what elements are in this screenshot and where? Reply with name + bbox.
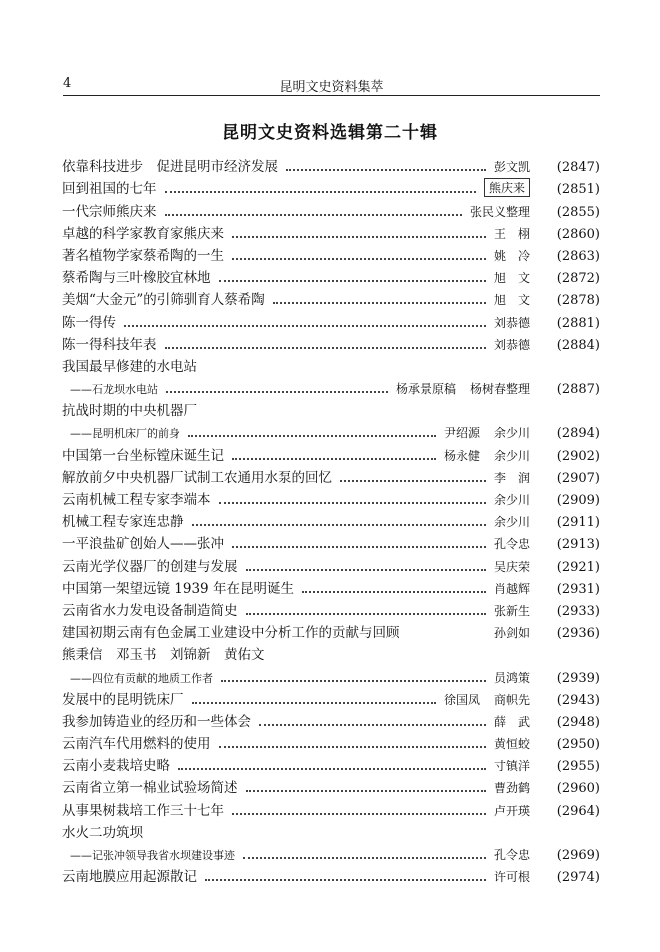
toc-entry <box>62 552 600 574</box>
entry-page: (2902) <box>556 448 600 464</box>
dot-leader <box>192 523 486 526</box>
dot-leader <box>232 545 486 548</box>
toc-entry <box>62 508 600 530</box>
entry-title: 云南省水力发电设备制造简史 <box>62 602 238 619</box>
entry-title: 机械工程专家连忠静 <box>62 514 184 531</box>
entry-title: 蔡希陶与三叶橡胶宜林地 <box>62 270 211 287</box>
entry-page: (2943) <box>556 692 600 708</box>
entry-page: (2907) <box>556 470 600 486</box>
entry-title: 陈一得传 <box>62 314 116 331</box>
dot-leader <box>205 878 486 881</box>
entry-page: (2881) <box>556 315 600 331</box>
entry-title: 美烟“大金元”的引筛驯育人蔡希陶 <box>62 292 265 309</box>
entry-title: 发展中的昆明铣床厂 <box>62 691 184 708</box>
entry-author: 徐国凤 <box>443 692 480 707</box>
entry-title: 我国最早修建的水电站 <box>62 358 197 375</box>
toc-entry <box>62 730 600 752</box>
dot-leader <box>178 767 486 770</box>
entry-page: (2964) <box>556 803 600 819</box>
entry-title: ——四位有贡献的地质工作者 <box>70 671 213 685</box>
entry-page: (2851) <box>556 182 600 198</box>
toc-entry <box>62 575 600 597</box>
entry-title: 一代宗师熊庆来 <box>62 203 157 220</box>
entry-page: (2894) <box>556 426 600 442</box>
entry-author: 余少川 <box>493 426 530 441</box>
toc-entry <box>62 264 600 286</box>
entry-page: (2960) <box>556 781 600 797</box>
dot-leader <box>165 190 476 193</box>
entry-author: 张新生 <box>493 603 530 618</box>
toc-entry <box>62 375 600 397</box>
dot-leader <box>232 235 486 238</box>
toc-entry <box>62 175 600 197</box>
entry-author: 旭 文 <box>493 271 530 286</box>
entry-page: (2969) <box>556 848 600 863</box>
entry-page: (2913) <box>556 537 600 553</box>
entry-page: (2955) <box>556 759 600 775</box>
toc-entry <box>62 819 600 841</box>
dot-leader <box>166 390 388 393</box>
toc-entry <box>62 308 600 330</box>
entry-title: 云南光学仪器厂的创建与发展 <box>62 558 238 575</box>
entry-title: 建国初期云南有色金属工业建设中分析工作的贡献与回顾 <box>62 625 400 642</box>
entry-page: (2933) <box>556 603 600 619</box>
entry-author: 余少川 <box>493 493 530 507</box>
toc-entry <box>62 197 600 219</box>
entry-author: 刘恭德 <box>493 337 530 352</box>
entry-page: (2909) <box>556 493 600 508</box>
entry-author: 余少川 <box>493 515 530 530</box>
entry-title: 中国第一台坐标镗床诞生记 <box>62 447 224 464</box>
dot-leader <box>232 257 486 260</box>
entry-author: 张民义整理 <box>469 204 530 219</box>
entry-author: 熊庆来 <box>484 178 530 197</box>
entry-page: (2931) <box>556 581 600 597</box>
table-of-contents <box>62 153 600 885</box>
dot-leader <box>286 168 486 171</box>
entry-author: 孔令忠 <box>493 848 530 862</box>
entry-page: (2948) <box>556 714 600 730</box>
entry-page: (2860) <box>556 226 600 242</box>
entry-page: (2872) <box>556 271 600 287</box>
entry-author: 肖越辉 <box>493 581 530 596</box>
entry-author: 黄恒蛟 <box>493 737 530 752</box>
dot-leader <box>165 213 462 216</box>
entry-title: 抗战时期的中央机器厂 <box>62 403 197 420</box>
book-title: 昆明文史资料集萃 <box>279 80 384 95</box>
dot-leader <box>124 324 486 327</box>
toc-entry <box>62 353 600 375</box>
toc-entry <box>62 486 600 508</box>
dot-leader <box>165 346 486 349</box>
toc-entry <box>62 663 600 685</box>
entry-author: 孔令忠 <box>493 537 530 552</box>
toc-entry <box>62 464 600 486</box>
dot-leader <box>302 590 486 593</box>
entry-title: 从事果树栽培工作三十七年 <box>62 802 224 819</box>
entry-page: (2974) <box>556 870 600 886</box>
toc-entry <box>62 597 600 619</box>
dot-leader <box>340 479 486 482</box>
entry-author: 商帜先 <box>493 692 530 707</box>
toc-entry <box>62 441 600 463</box>
dot-leader <box>273 301 486 304</box>
entry-author: 员鸿策 <box>493 670 530 685</box>
dot-leader <box>408 636 486 637</box>
entry-title: 依靠科技进步 促进昆明市经济发展 <box>62 159 278 176</box>
toc-entry <box>62 242 600 264</box>
toc-entry <box>62 153 600 175</box>
entry-title: ——昆明机床厂的前身 <box>70 427 180 441</box>
entry-title: 水火二功筑坝 <box>62 824 143 841</box>
entry-author: 彭文凯 <box>493 160 530 175</box>
entry-page: (2878) <box>556 293 600 309</box>
toc-entry <box>62 286 600 308</box>
entry-title: 解放前夕中央机器厂试制工农通用水泵的回忆 <box>62 469 332 486</box>
entry-author: 杨永健 <box>443 448 480 463</box>
entry-title: 熊秉信 邓玉书 刘锦新 黄佑文 <box>62 647 265 664</box>
toc-entry <box>62 530 600 552</box>
dot-leader <box>246 568 486 571</box>
toc-entry <box>62 796 600 818</box>
entry-author: 杨树春整理 <box>469 382 530 397</box>
entry-author: 卢开瑛 <box>493 803 530 818</box>
entry-title: 著名植物学家蔡希陶的一生 <box>62 247 224 264</box>
entry-page: (2921) <box>556 559 600 575</box>
dot-leader <box>246 612 486 615</box>
entry-page: (2950) <box>556 737 600 753</box>
entry-title: ——石龙坝水电站 <box>70 383 158 397</box>
toc-entry <box>62 419 600 441</box>
entry-author: 尹绍源 <box>443 426 480 441</box>
entry-author: 吴庆荣 <box>493 559 530 574</box>
entry-author: 余少川 <box>493 448 530 463</box>
entry-title: 云南省立第一棉业试验场简述 <box>62 780 238 797</box>
entry-title: 卓越的科学家教育家熊庆来 <box>62 225 224 242</box>
dot-leader <box>246 789 486 792</box>
entry-page: (2936) <box>556 626 600 642</box>
running-header <box>63 72 600 94</box>
entry-title: 云南汽车代用燃料的使用 <box>62 736 211 753</box>
entry-page: (2939) <box>556 670 600 686</box>
entry-author: 孙剑如 <box>493 626 530 641</box>
page-number: 4 <box>63 76 72 91</box>
toc-entry <box>62 774 600 796</box>
entry-author: 杨承景原稿 <box>395 382 456 397</box>
entry-title: 中国第一架望远镜 1939 年在昆明诞生 <box>62 580 294 597</box>
entry-title: 我参加铸造业的经历和一些体会 <box>62 713 251 730</box>
toc-entry <box>62 708 600 730</box>
dot-leader <box>243 856 486 859</box>
entry-author: 薛 武 <box>493 714 530 729</box>
toc-entry <box>62 841 600 863</box>
entry-title: 陈一得科技年表 <box>62 336 157 353</box>
entry-title: 云南机械工程专家李端本 <box>62 492 211 508</box>
entry-author: 李 润 <box>493 470 530 485</box>
entry-title: 回到祖国的七年 <box>62 181 157 198</box>
dot-leader <box>219 279 486 282</box>
dot-leader <box>221 679 486 682</box>
dot-leader <box>192 701 436 704</box>
dot-leader <box>232 457 436 460</box>
entry-author: 姚 冷 <box>493 248 530 263</box>
dot-leader <box>219 745 486 748</box>
entry-author: 刘恭德 <box>493 315 530 330</box>
toc-entry <box>62 863 600 885</box>
entry-author: 王 栩 <box>493 226 530 241</box>
entry-title: 云南地膜应用起源散记 <box>62 869 197 886</box>
entry-title: ——记张冲领导我省水坝建设事迹 <box>70 849 235 862</box>
entry-author: 寸镇洋 <box>493 759 530 774</box>
entry-page: (2911) <box>556 515 600 531</box>
dot-leader <box>259 723 486 726</box>
dot-leader <box>232 812 486 815</box>
entry-title: 一平浪盐矿创始人——张冲 <box>62 536 224 553</box>
dot-leader <box>188 434 436 437</box>
entry-page: (2887) <box>556 382 600 398</box>
toc-entry <box>62 686 600 708</box>
toc-entry <box>62 641 600 663</box>
entry-page: (2863) <box>556 248 600 264</box>
entry-author: 曹劲鹤 <box>493 781 530 796</box>
toc-entry <box>62 619 600 641</box>
toc-entry <box>62 220 600 242</box>
entry-author: 许可根 <box>493 870 530 885</box>
entry-title: 云南小麦栽培史略 <box>62 758 170 775</box>
toc-entry <box>62 752 600 774</box>
header-rule <box>63 95 600 96</box>
toc-entry <box>62 397 600 419</box>
entry-page: (2847) <box>556 160 600 176</box>
section-title: 昆明文史资料选辑第二十辑 <box>222 123 438 143</box>
entry-author: 旭 文 <box>493 293 530 308</box>
entry-page: (2884) <box>556 337 600 353</box>
dot-leader <box>219 501 486 504</box>
toc-entry <box>62 331 600 353</box>
entry-page: (2855) <box>556 204 600 220</box>
